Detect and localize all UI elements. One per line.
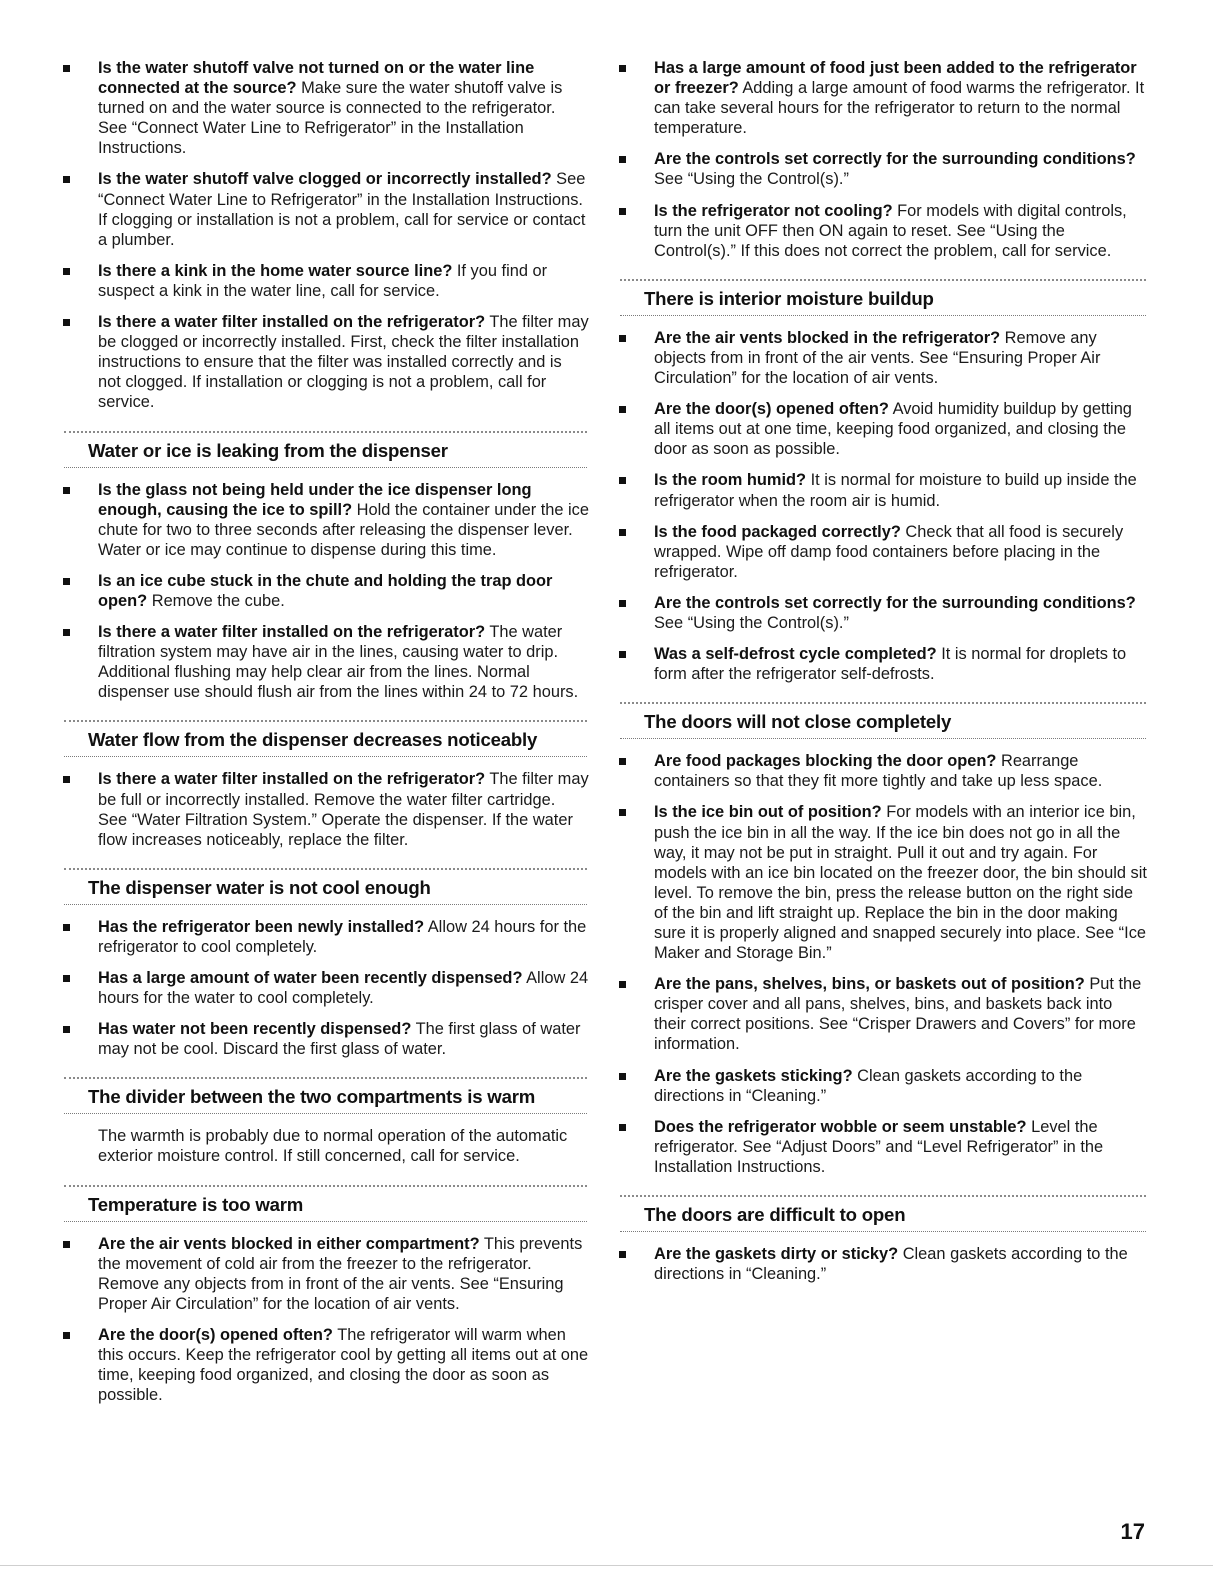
section-heading: Temperature is too warm [88,1193,304,1215]
section-heading: Water or ice is leaking from the dispenser [88,439,448,461]
list-item: Is the glass not being held under the ice dispenser long enough, causing the ice to spill? Hold the container under the ice chute for two to three seconds after releasing the dispenser lever. Water or ice may continue to dispense during this time. [62,480,589,560]
section-divider [64,720,587,722]
left-column [62,58,589,1405]
list-item: Is the water shutoff valve clogged or incorrectly installed? See “Connect Water Line to Refrigerator” in the Installation Instructions. If clogging or installation is not a problem, call for service or contact a plumber. [62,169,589,249]
list-item: Has a large amount of food just been added to the refrigerator or freezer? Adding a large amount of food warms the refrigerator. It can take several hours for the refrigerator to return to the normal temperature. [618,58,1148,138]
section-heading: There is interior moisture buildup [644,287,934,309]
section-divider [64,1185,587,1187]
section-divider [64,868,587,870]
list-item: Is the ice bin out of position? For models with an interior ice bin, push the ice bin in all the way. If the ice bin does not go in all the way, it may not be put in straight. Pull it out and try again. For models with an ice bin located on the freezer door, the bin should sit level. To remove the bin, press the release button on the right side of the bin and lift straight up. Replace the bin in the door making sure it is properly aligned and snapped securely into place. See “Ice Maker and Storage Bin.” [618,802,1148,963]
section-divider [64,431,587,433]
list-item: Is the water shutoff valve not turned on or the water line connected at the source? Make sure the water shutoff valve is turned on and the water source is connected to the refrigerator. See “Connect Water Line to Refrigerator” in the Installation Instructions. [62,58,589,158]
section-flow [62,769,589,849]
section-moisture [618,328,1148,684]
section-cool [62,917,589,1060]
section-heading: The doors are difficult to open [644,1204,906,1226]
page-number: 17 [1120,1519,1145,1544]
list-item: Is there a kink in the home water source line? If you find or suspect a kink in the water line, call for service. [62,261,589,301]
list-item: Are the door(s) opened often? Avoid humidity buildup by getting all items out at one time, keeping food organized, and closing the door as soon as possible. [618,399,1148,459]
section-divider [620,279,1146,281]
section-divider-text: The warmth is probably due to normal operation of the automatic exterior moisture control. If still concerned, call for service. [98,1127,568,1166]
section-divider [620,702,1146,704]
list-item: Are the gaskets dirty or sticky? Clean gaskets according to the directions in “Cleaning.” [618,1244,1148,1284]
section-divider [64,1077,587,1079]
list-item: Are the controls set correctly for the surrounding conditions? See “Using the Control(s).” [618,149,1148,189]
list-item: Is the food packaged correctly? Check that all food is securely wrapped. Wipe off damp food containers before placing in the refrigerator. [618,522,1148,582]
block-water-source [62,58,589,413]
section-heading: The dispenser water is not cool enough [88,876,431,898]
list-item: Is there a water filter installed on the refrigerator? The water filtration system may have air in the lines, causing water to drip. Additional flushing may help clear air from the lines. Normal dispenser use should flush air from the lines within 24 to 72 hours. [62,622,589,702]
list-item: Are the controls set correctly for the surrounding conditions? See “Using the Control(s).” [618,593,1148,633]
list-item: Has the refrigerator been newly installed? Allow 24 hours for the refrigerator to cool completely. [62,917,589,957]
section-leaking [62,480,589,703]
section-close [618,751,1148,1177]
list-item: Are the gaskets sticking? Clean gaskets according to the directions in “Cleaning.” [618,1066,1148,1106]
right-column [618,58,1148,1284]
list-item: Are the air vents blocked in the refrigerator? Remove any objects from in front of the air vents. See “Ensuring Proper Air Circulation” for the location of air vents. [618,328,1148,388]
list-item: Are the door(s) opened often? The refrigerator will warm when this occurs. Keep the refrigerator cool by getting all items out at one time, keeping food organized, and closing the door as soon as possible. [62,1325,589,1405]
list-item: Is the refrigerator not cooling? For models with digital controls, turn the unit OFF then ON again to reset. See “Using the Control(s).” If this does not correct the problem, call for service. [618,201,1148,261]
list-item: Is the room humid? It is normal for moisture to build up inside the refrigerator when the room air is humid. [618,470,1148,510]
list-item: Was a self-defrost cycle completed? It is normal for droplets to form after the refrigerator self-defrosts. [618,644,1148,684]
list-item: Are the pans, shelves, bins, or baskets out of position? Put the crisper cover and all pans, shelves, bins, and baskets back into their correct positions. See “Crisper Drawers and Covers” for more information. [618,974,1148,1054]
section-heading: The doors will not close completely [644,711,952,733]
section-open [618,1244,1148,1284]
list-item: Is there a water filter installed on the refrigerator? The filter may be clogged or incorrectly installed. First, check the filter installation instructions to ensure that the filter was installed correctly and is not clogged. If installation or clogging is not a problem, call for service. [62,312,589,412]
list-item: Has water not been recently dispensed? The first glass of water may not be cool. Discard the first glass of water. [62,1019,589,1059]
list-item: Is an ice cube stuck in the chute and holding the trap door open? Remove the cube. [62,571,589,611]
footer-rule [0,1565,1213,1566]
list-item: Does the refrigerator wobble or seem unstable? Level the refrigerator. See “Adjust Doors” and “Level Refrigerator” in the Installation Instructions. [618,1117,1148,1177]
section-divider [620,1195,1146,1197]
block-temperature [618,58,1148,261]
list-item: Has a large amount of water been recently dispensed? Allow 24 hours for the water to cool completely. [62,968,589,1008]
section-heading: Water flow from the dispenser decreases noticeably [88,729,538,751]
list-item: Are the air vents blocked in either compartment? This prevents the movement of cold air from the freezer to the refrigerator. Remove any objects from in front of the air vents. See “Ensuring Proper Air Circulation” for the location of air vents. [62,1234,589,1314]
section-heading: The divider between the two compartments is warm [88,1086,536,1108]
list-item: Are food packages blocking the door open? Rearrange containers so that they fit more tightly and take up less space. [618,751,1148,791]
section-temp [62,1234,589,1406]
list-item: Is there a water filter installed on the refrigerator? The filter may be full or incorrectly installed. Remove the water filter cartridge. See “Water Filtration System.” Operate the dispenser. If the water flow increases noticeably, replace the filter. [62,769,589,849]
